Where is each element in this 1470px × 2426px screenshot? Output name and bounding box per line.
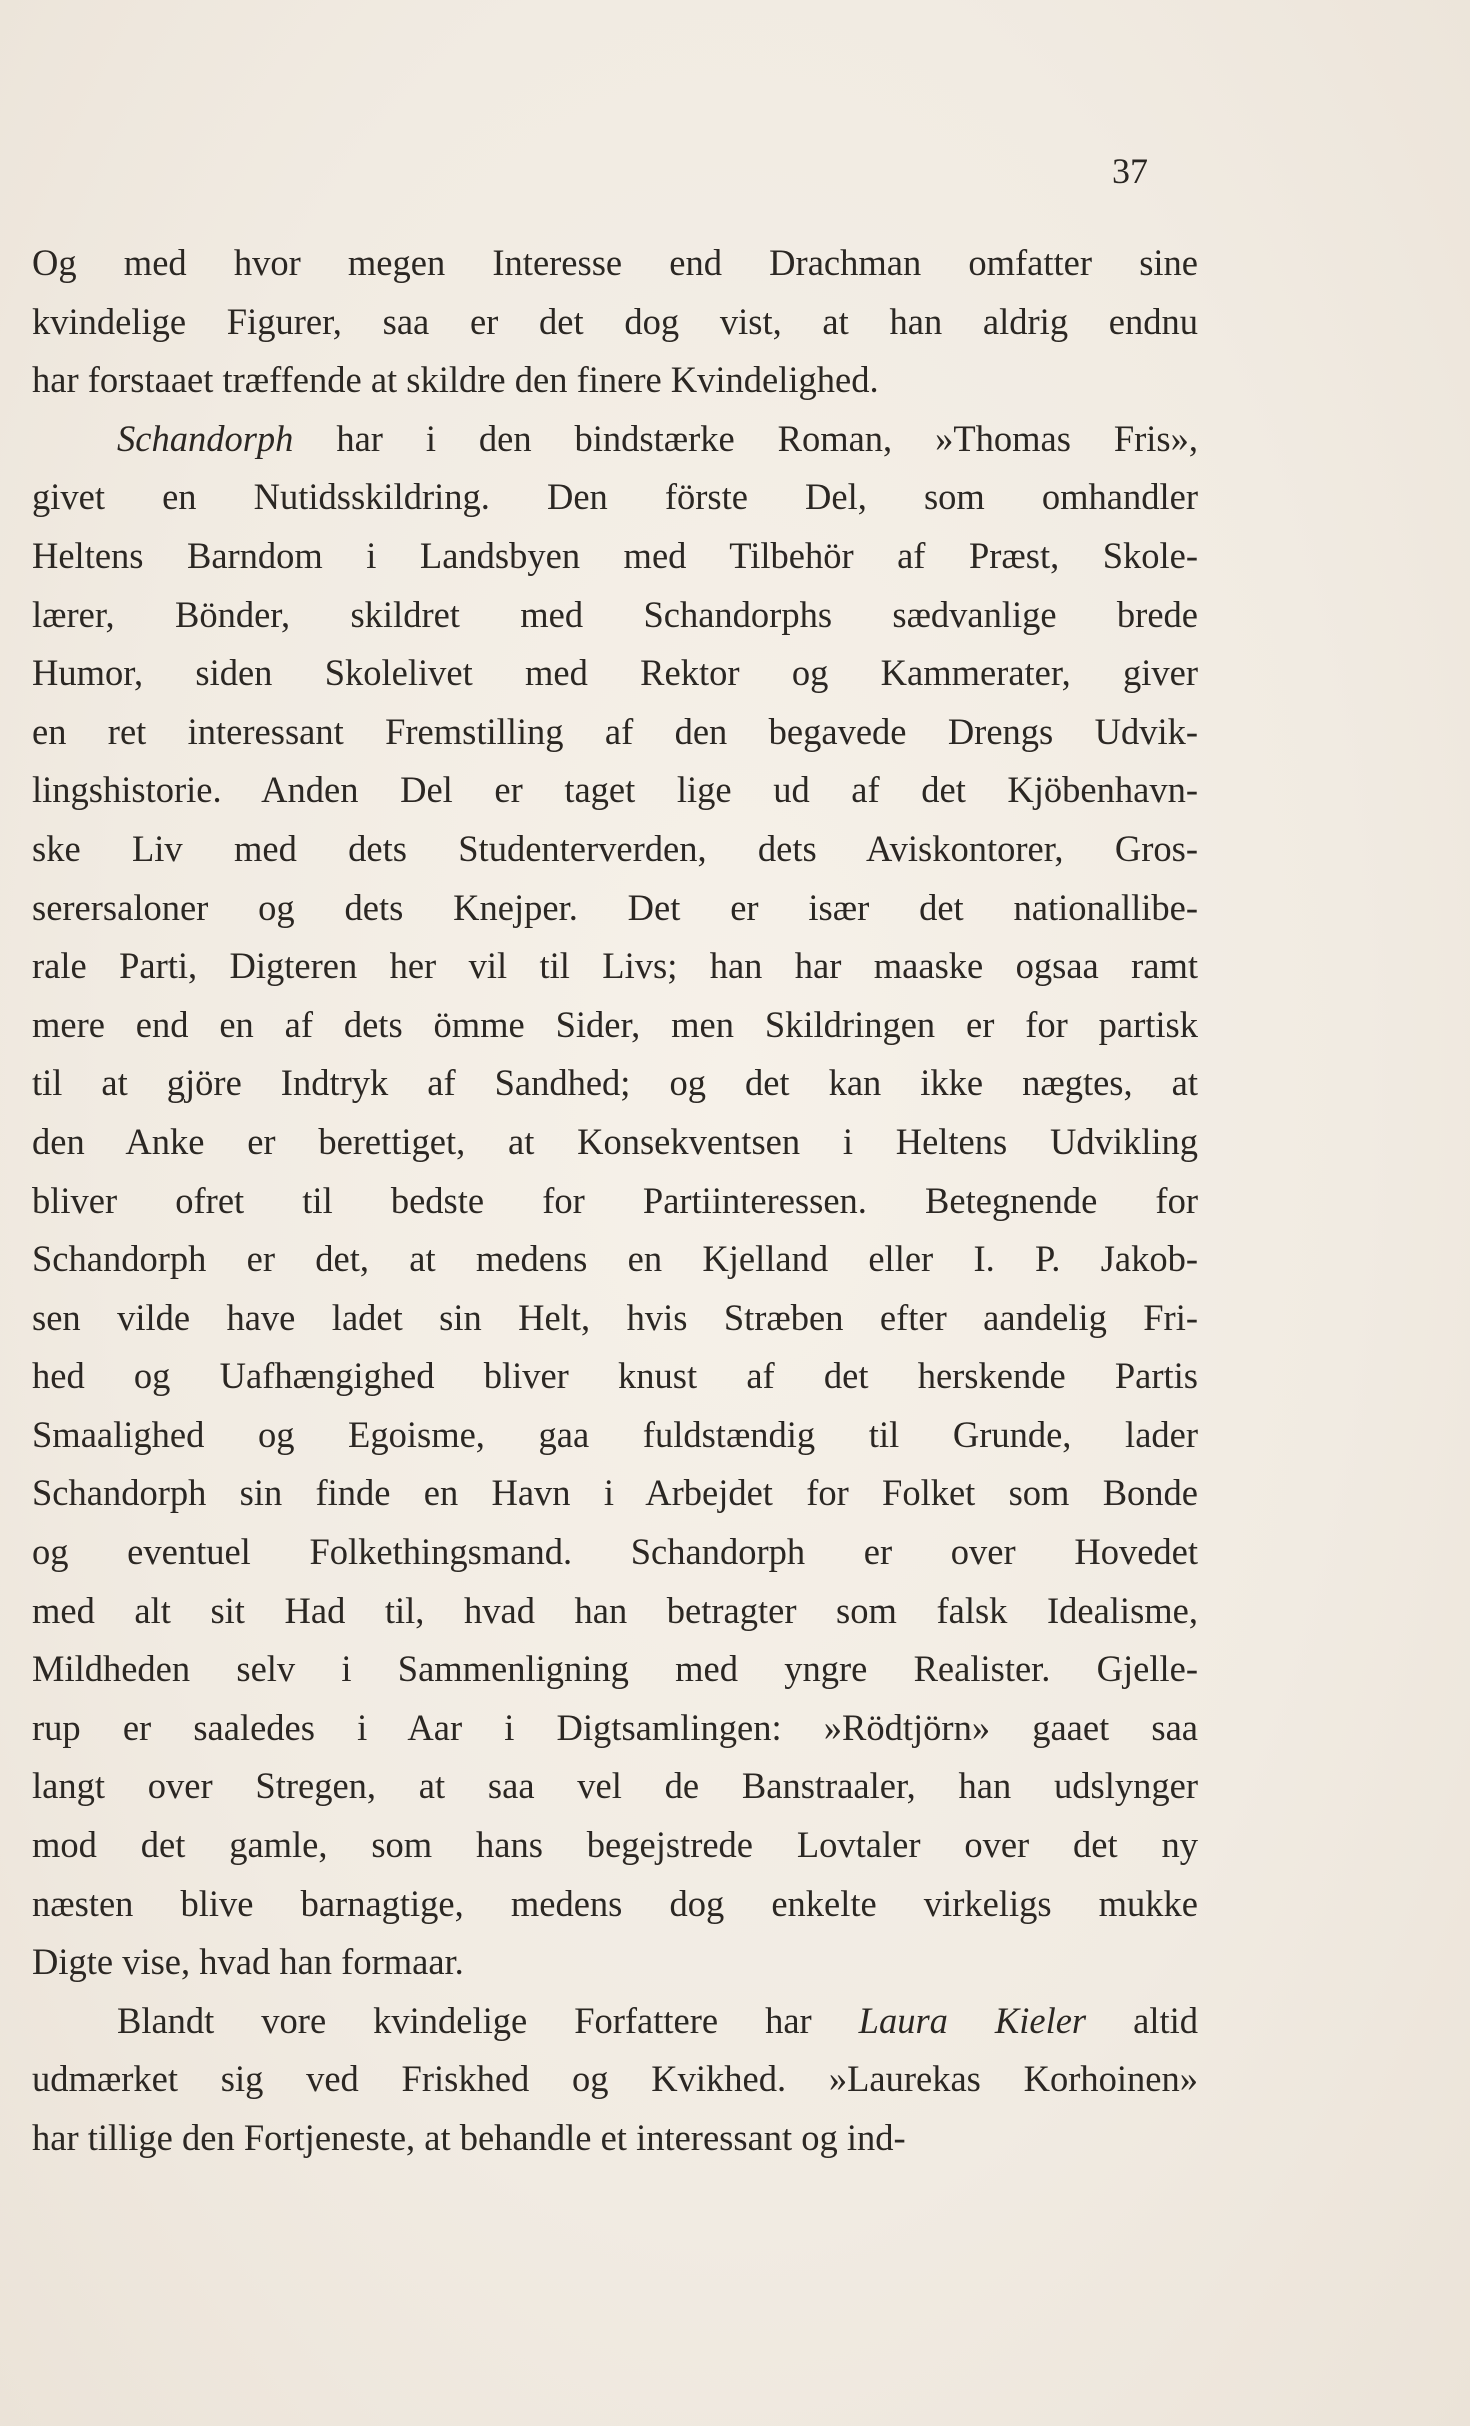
text-segment: har i den bindstærke Roman, »Thomas Fris», [293,417,1198,459]
text-line [32,1172,1198,1231]
text-line [32,527,1198,586]
text-line [32,1757,1198,1816]
text-segment: kvindelige Figurer, saa er det dog vist, at han aldrig endnu [32,300,1198,342]
text-segment: har forstaaet træffende at skildre den finere Kvindelighed. [32,359,879,401]
text-segment: med alt sit Had til, hvad han betragter som falsk Idealisme, [32,1589,1198,1631]
text-line [32,1875,1198,1934]
body-text [32,234,1198,2168]
text-segment: til at gjöre Indtryk af Sandhed; og det kan ikke nægtes, at [32,1062,1198,1104]
text-segment: rale Parti, Digteren her vil til Livs; han har maaske ogsaa ramt [32,945,1198,987]
text-segment: en ret interessant Fremstilling af den begavede Drengs Udvik- [32,710,1198,752]
text-line [32,820,1198,879]
text-line [32,234,1198,293]
text-segment: Mildheden selv i Sammenligning med yngre Realister. Gjelle- [32,1648,1198,1690]
text-segment: Digte vise, hvad han formaar. [32,1941,464,1983]
text-line [32,937,1198,996]
text-segment: Schandorph sin finde en Havn i Arbejdet for Folket som Bonde [32,1472,1198,1514]
text-segment: hed og Uafhængighed bliver knust af det herskende Partis [32,1355,1198,1397]
text-segment: Blandt vore kvindelige Forfattere har [117,1999,859,2041]
text-line [32,351,1198,410]
text-line [32,1933,1198,1992]
text-segment: og eventuel Folkethingsmand. Schandorph er over Hovedet [32,1531,1198,1573]
text-segment: ske Liv med dets Studenterverden, dets Aviskontorer, Gros- [32,827,1198,869]
text-line [32,2050,1198,2109]
text-line [32,468,1198,527]
text-line [32,1054,1198,1113]
text-line [32,1464,1198,1523]
text-line [32,1113,1198,1172]
page-number: 37 [1112,151,1148,191]
text-line [32,879,1198,938]
text-segment: mere end en af dets ömme Sider, men Skildringen er for partisk [32,1003,1198,1045]
text-segment: den Anke er berettiget, at Konsekventsen i Heltens Udvikling [32,1120,1198,1162]
text-line [32,1406,1198,1465]
text-segment: Schandorph er det, at medens en Kjelland eller I. P. Jakob- [32,1238,1198,1280]
text-line [32,996,1198,1055]
text-segment: næsten blive barnagtige, medens dog enkelte virkeligs mukke [32,1882,1198,1924]
text-segment: mod det gamle, som hans begejstrede Lovtaler over det ny [32,1824,1198,1866]
text-segment: Heltens Barndom i Landsbyen med Tilbehör af Præst, Skole- [32,534,1198,576]
text-line [32,1230,1198,1289]
text-line [32,586,1198,645]
text-segment: har tillige den Fortjeneste, at behandle et interessant og ind- [32,2117,906,2158]
text-line [32,1816,1198,1875]
text-segment: Og med hvor megen Interesse end Drachman omfatter sine [32,242,1198,283]
text-segment: bliver ofret til bedste for Partiinteressen. Betegnende for [32,1179,1198,1221]
text-segment: langt over Stregen, at saa vel de Banstraaler, han udslynger [32,1765,1198,1807]
text-line [32,410,1198,469]
text-segment: altid [1086,1999,1198,2041]
text-line [32,761,1198,820]
italic-name: Schandorph [117,417,294,459]
text-segment: lærer, Bönder, skildret med Schandorphs sædvanlige brede [32,593,1198,635]
text-segment: givet en Nutidsskildring. Den förste Del, som omhandler [32,476,1198,518]
text-segment: serersaloner og dets Knejper. Det er især det nationallibe- [32,886,1198,928]
text-line [32,1347,1198,1406]
text-segment: Smaalighed og Egoisme, gaa fuldstændig til Grunde, lader [32,1413,1198,1455]
text-line [32,1699,1198,1758]
text-line [32,1523,1198,1582]
text-line [32,644,1198,703]
text-line [32,1289,1198,1348]
text-segment: rup er saaledes i Aar i Digtsamlingen: »Rödtjörn» gaaet saa [32,1706,1198,1748]
text-segment: Humor, siden Skolelivet med Rektor og Kammerater, giver [32,652,1198,694]
italic-name: Laura Kieler [858,1999,1087,2041]
text-line [32,2109,1198,2168]
text-line [32,1992,1198,2051]
text-line [32,1640,1198,1699]
text-line [32,1582,1198,1641]
text-segment: udmærket sig ved Friskhed og Kvikhed. »Laurekas Korhoinen» [32,2058,1198,2100]
text-segment: sen vilde have ladet sin Helt, hvis Stræben efter aandelig Fri- [32,1296,1198,1338]
text-line [32,293,1198,352]
text-segment: lingshistorie. Anden Del er taget lige ud af det Kjöbenhavn- [32,769,1198,811]
text-line [32,703,1198,762]
